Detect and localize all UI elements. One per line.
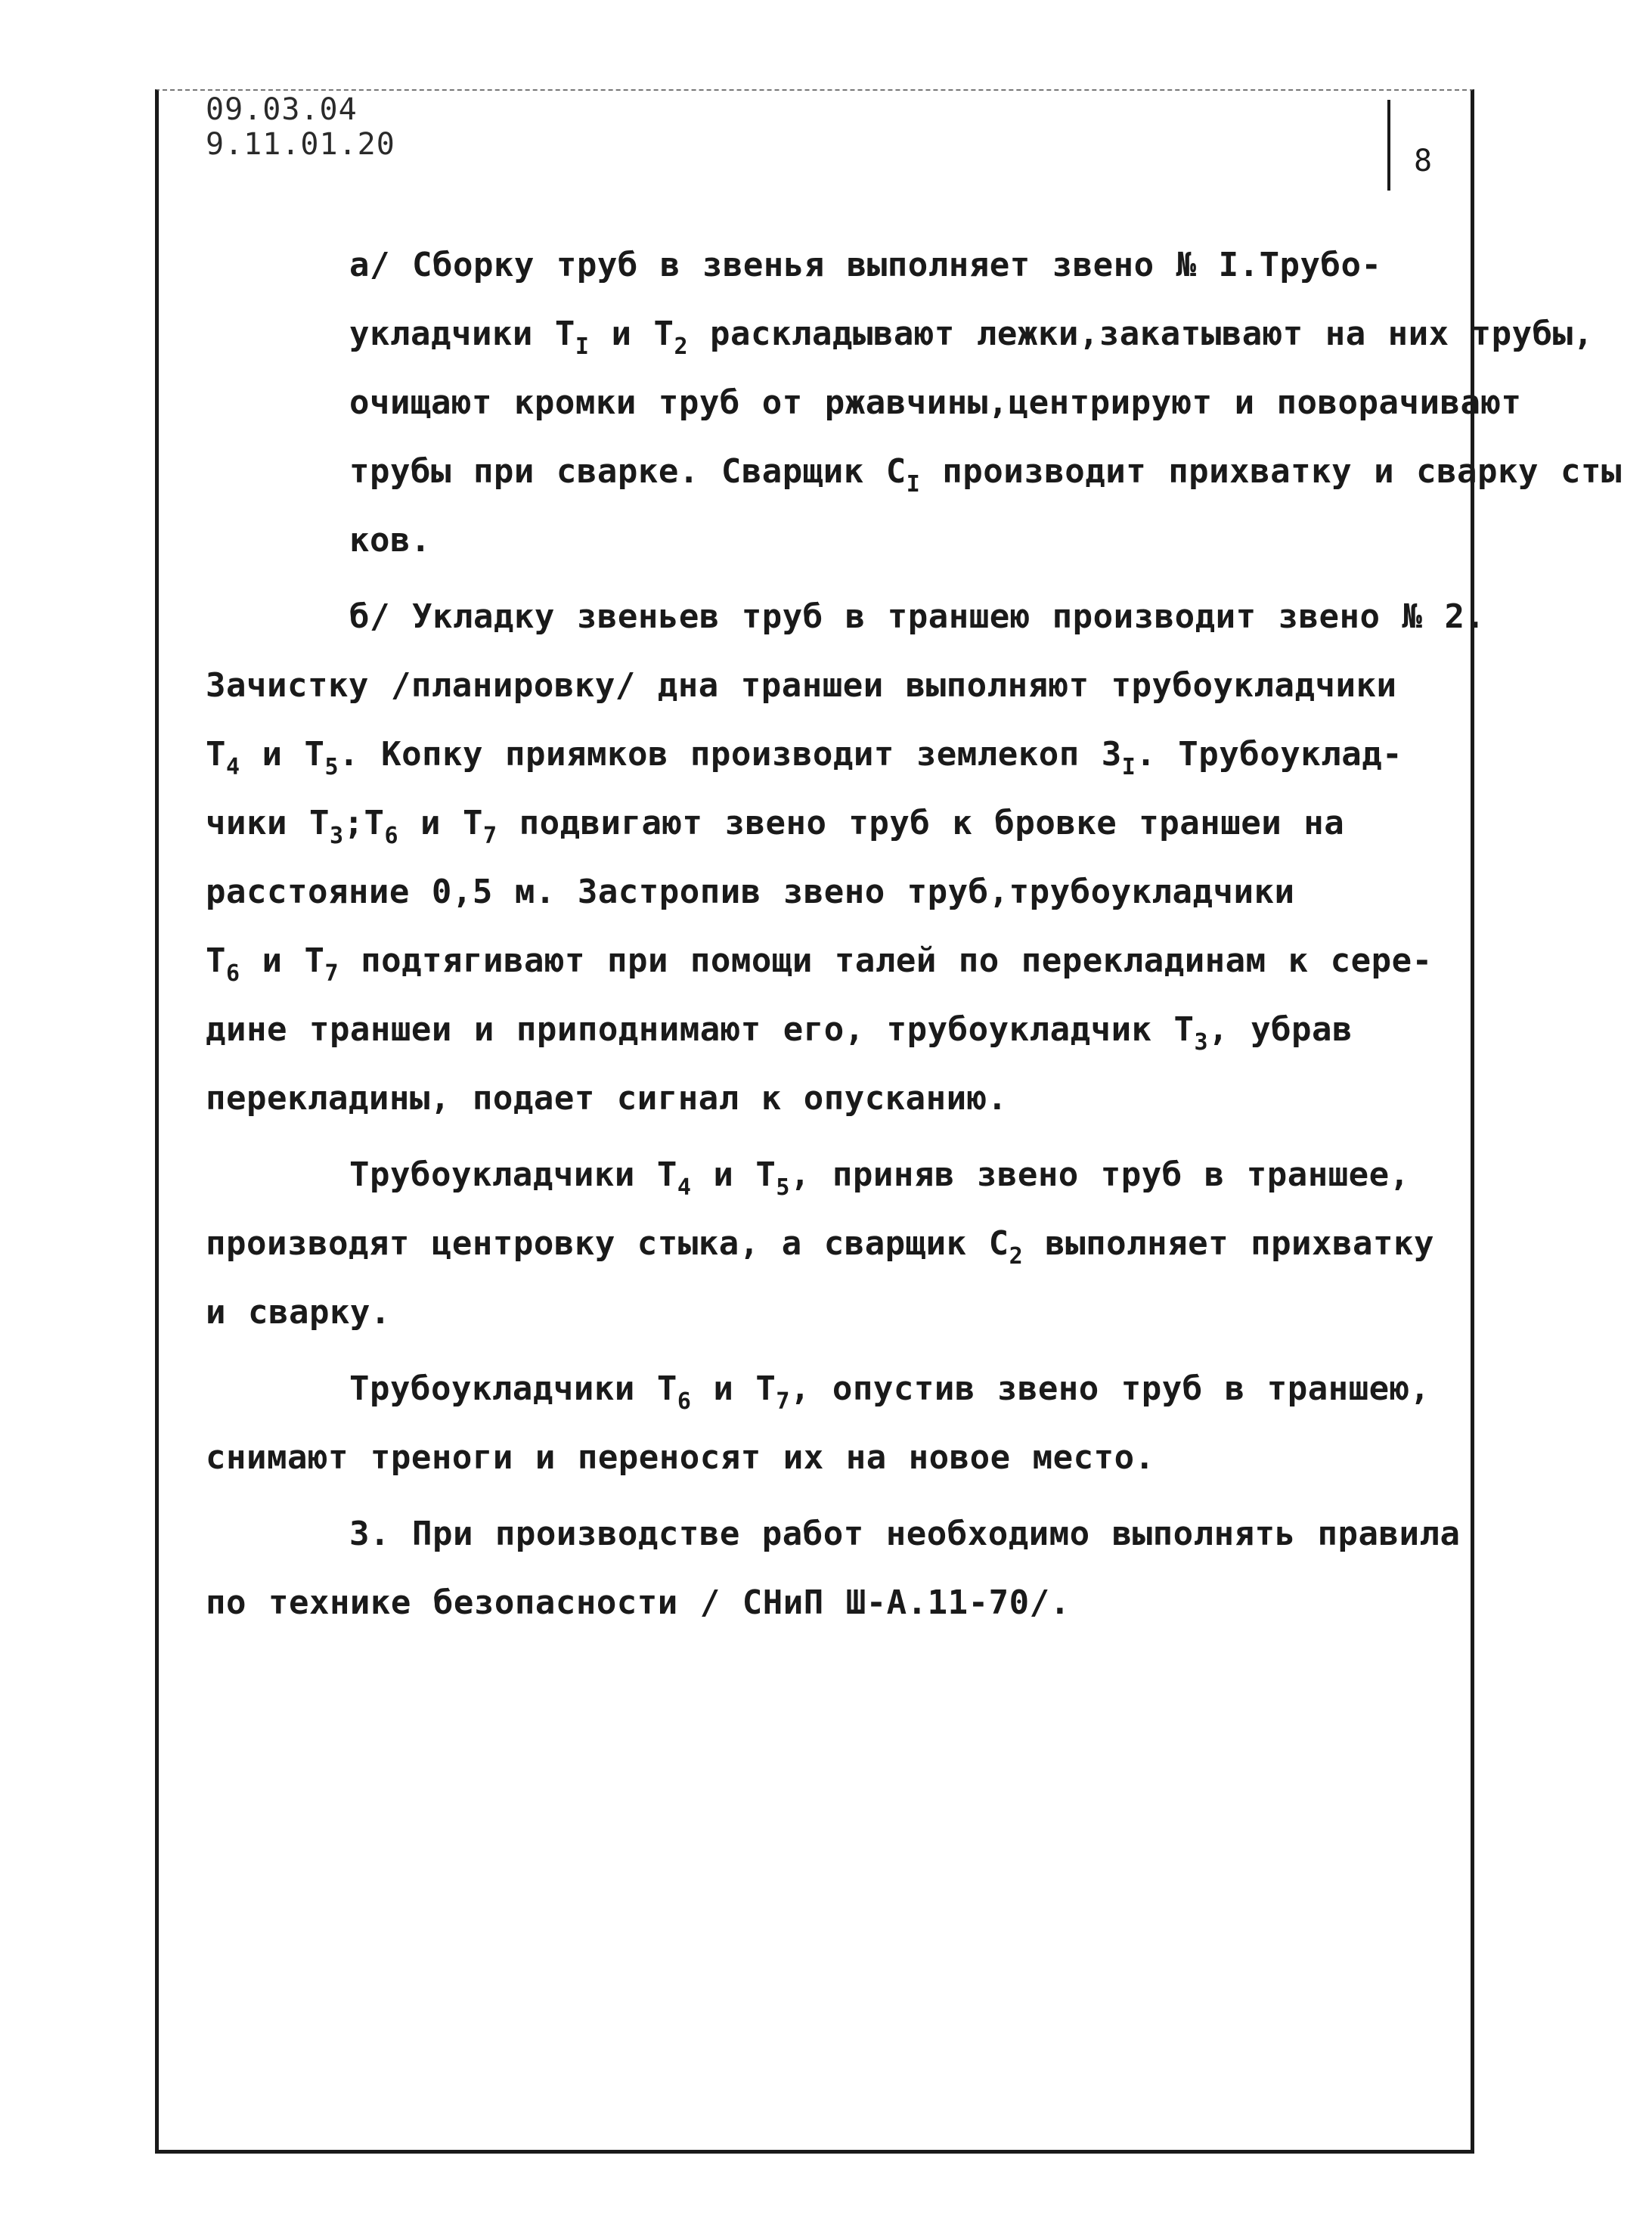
document-codes: [206, 92, 395, 162]
text-line: чики $Т_3;Т_6$ и $Т_7$ подвигают звено труб к бровке траншеи на: [206, 804, 1345, 849]
text-line: $Т_6$ и $Т_7$ подтягивают при помощи талей по перекладинам к сере-: [206, 941, 1433, 987]
text-line: а/ Сборку труб в звенья выполняет звено № I.Трубо-: [349, 246, 1382, 284]
text-line: Трубоукладчики $Т_6$ и $Т_7$, опустив звено труб в траншею,: [349, 1369, 1430, 1415]
document-code-1: 09.03.04: [206, 92, 358, 127]
paragraph-a: [206, 231, 1622, 575]
text-line: производят центровку стыка, а сварщик $С_2$ выполняет прихватку: [206, 1224, 1434, 1270]
paragraph-c: [206, 1140, 1446, 1347]
text-line: дине траншеи и приподнимают его, трубоукладчик $Т_3$, убрав: [206, 1010, 1353, 1056]
document-code-2: 9.11.01.20: [206, 127, 395, 162]
text-line: трубы при сварке. Сварщик $С_I$ производит прихватку и сварку сты: [349, 452, 1622, 498]
text-line: Трубоукладчики $Т_4$ и $Т_5$, приняв звено труб в траншее,: [349, 1155, 1410, 1201]
text-line: перекладины, подает сигнал к опусканию.: [206, 1079, 1008, 1118]
paragraph-d: [206, 1354, 1446, 1492]
text-line: расстояние 0,5 м. Застропив звено труб,трубоукладчики: [206, 873, 1295, 911]
page-number-box: [1387, 100, 1478, 191]
page-number: 8: [1414, 144, 1433, 178]
text-line: по технике безопасности / СНиП Ш-А.11-70/.: [206, 1583, 1071, 1622]
text-line: очищают кромки труб от ржавчины,центрируют и поворачивают: [349, 383, 1522, 422]
text-line: и сварку.: [206, 1293, 391, 1332]
paragraph-e: [206, 1500, 1461, 1637]
text-line: Зачистку /планировку/ дна траншеи выполняют трубоукладчики: [206, 666, 1397, 705]
text-line: $Т_4$ и $Т_5$. Копку приямков производит землекоп $З_I$. Трубоуклад-: [206, 735, 1403, 780]
text-line: б/ Укладку звеньев труб в траншею производит звено № 2.: [349, 597, 1486, 636]
text-line: ков.: [349, 521, 431, 560]
document-body: [206, 231, 1622, 1645]
paragraph-b: [206, 582, 1486, 1133]
text-line: 3. При производстве работ необходимо выполнять правила: [349, 1515, 1461, 1553]
text-line: снимают треноги и переносят их на новое место.: [206, 1438, 1155, 1477]
text-line: укладчики $Т_I$ и $Т_2$ раскладывают лежки,закатывают на них трубы,: [349, 315, 1594, 360]
